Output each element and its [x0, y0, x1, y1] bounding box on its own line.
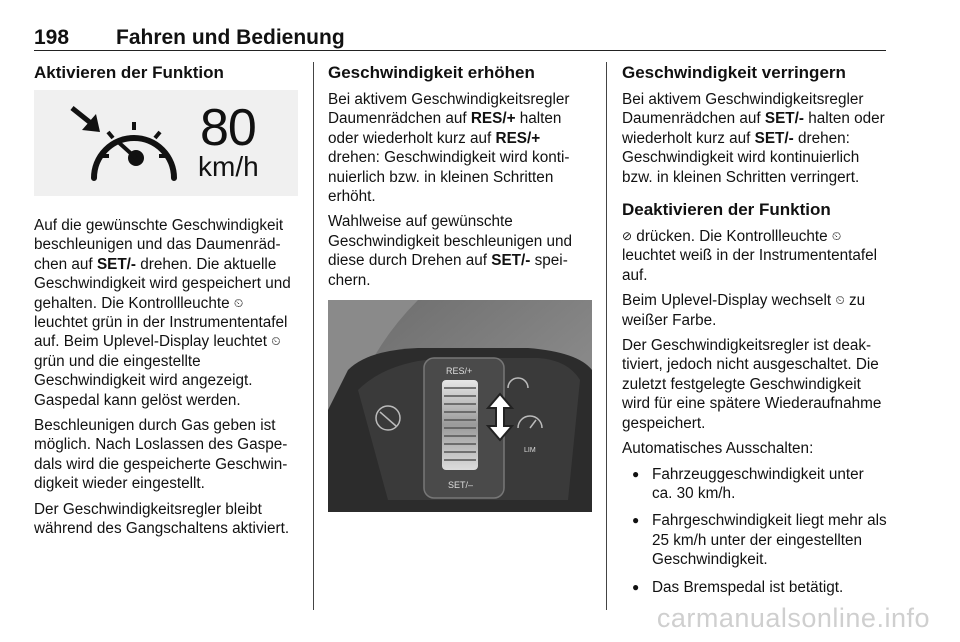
- speed-value: 80: [200, 99, 256, 157]
- list-item: ● Fahrzeuggeschwindigkeit unter ca. 30 km/h.: [622, 465, 888, 504]
- speed-unit: km/h: [198, 151, 259, 182]
- section-heading: Geschwindigkeit erhöhen: [328, 63, 535, 82]
- column-divider: [313, 62, 314, 610]
- cruise-indicator-icon: ⏲: [835, 293, 845, 308]
- page-number: 198: [34, 26, 70, 49]
- cruise-control-icon: [64, 102, 194, 192]
- watermark: carmanualsonline.info: [656, 603, 930, 633]
- svg-text:RES/+: RES/+: [446, 366, 473, 377]
- cruise-indicator-icon: ⏲: [271, 334, 281, 349]
- column-2: [328, 62, 592, 512]
- list-item: ● Fahrgeschwindigkeit liegt mehr als 25 km/h unter der eingestellten Geschwindigkeit.: [622, 511, 888, 569]
- paragraph: ⊘ drücken. Die Kontrollleuchte ⏲ leuchtet weiß in der Instrumententafel auf.: [622, 228, 878, 284]
- bullet-list: [622, 465, 888, 597]
- section-heading: Aktivieren der Funktion: [34, 63, 224, 82]
- svg-text:SET/–: SET/–: [448, 480, 474, 491]
- paragraph: Bei aktivem Geschwindigkeitsregler Daumenrädchen auf SET/- halten oder wiederholt kurz auf SET/- drehen: Geschwindigkeit wird kontinuierlich bzw. in kleinen Schritten verringert.: [622, 91, 885, 186]
- cruise-indicator-icon: ⏲: [831, 229, 842, 244]
- section-heading: Geschwindigkeit verringern: [622, 63, 846, 82]
- page-header: [34, 26, 886, 51]
- paragraph: Der Geschwindigkeitsregler ist deaktiviert, jedoch nicht ausgeschaltet. Die zuletzt festgelegte Geschwindigkeit wird für eine spätere Wiederaufnahme gespeichert.: [622, 337, 882, 432]
- section-heading: Deaktivieren der Funktion: [622, 200, 831, 220]
- list-item: ● Das Bremspedal ist betätigt.: [622, 578, 888, 597]
- paragraph: Auf die gewünschte Geschwindigkeit beschleunigen und das Daumenrädchen auf SET/- drehen. Die aktuelle Geschwindigkeit wird gespeichert und gehalten. Die Kontrollleuchte ⏲ leuchtet grün in der Instrumententafel auf. Beim Uplevel-Display leuchtet ⏲ grün und die eingestellte Geschwindigkeit wird angezeigt. Gaspedal kann gelöst werden.: [34, 217, 291, 409]
- column-1: [34, 62, 300, 545]
- paragraph: Beim Uplevel-Display wechselt ⏲ zu weißer Farbe.: [622, 292, 866, 329]
- column-3: [622, 62, 888, 605]
- svg-text:LIM: LIM: [524, 447, 536, 455]
- paragraph: Beschleunigen durch Gas geben ist möglich. Nach Loslassen des Gaspedals wird die gespeicherte Geschwindigkeit wieder eingestellt.: [34, 417, 288, 493]
- paragraph: Bei aktivem Geschwindigkeitsregler Daumenrädchen auf RES/+ halten oder wiederholt kurz auf RES/+ drehen: Geschwindigkeit wird kontinuierlich bzw. in kleinen Schritten erhöht.: [328, 91, 570, 206]
- page-title: Fahren und Bedienung: [116, 26, 345, 49]
- paragraph: Automatisches Ausschalten:: [622, 440, 814, 458]
- cruise-indicator-icon: ⏲: [233, 295, 244, 310]
- steering-wheel-controls-photo: [328, 300, 592, 512]
- cruise-off-icon: ⊘: [622, 229, 633, 244]
- cruise-control-figure: [34, 90, 298, 196]
- paragraph: Der Geschwindigkeitsregler bleibt während des Gangschaltens aktiviert.: [34, 500, 290, 538]
- paragraph: Wahlweise auf gewünschte Geschwindigkeit beschleunigen und diese durch Drehen auf SET/- speichern.: [328, 213, 573, 289]
- column-divider: [606, 62, 607, 610]
